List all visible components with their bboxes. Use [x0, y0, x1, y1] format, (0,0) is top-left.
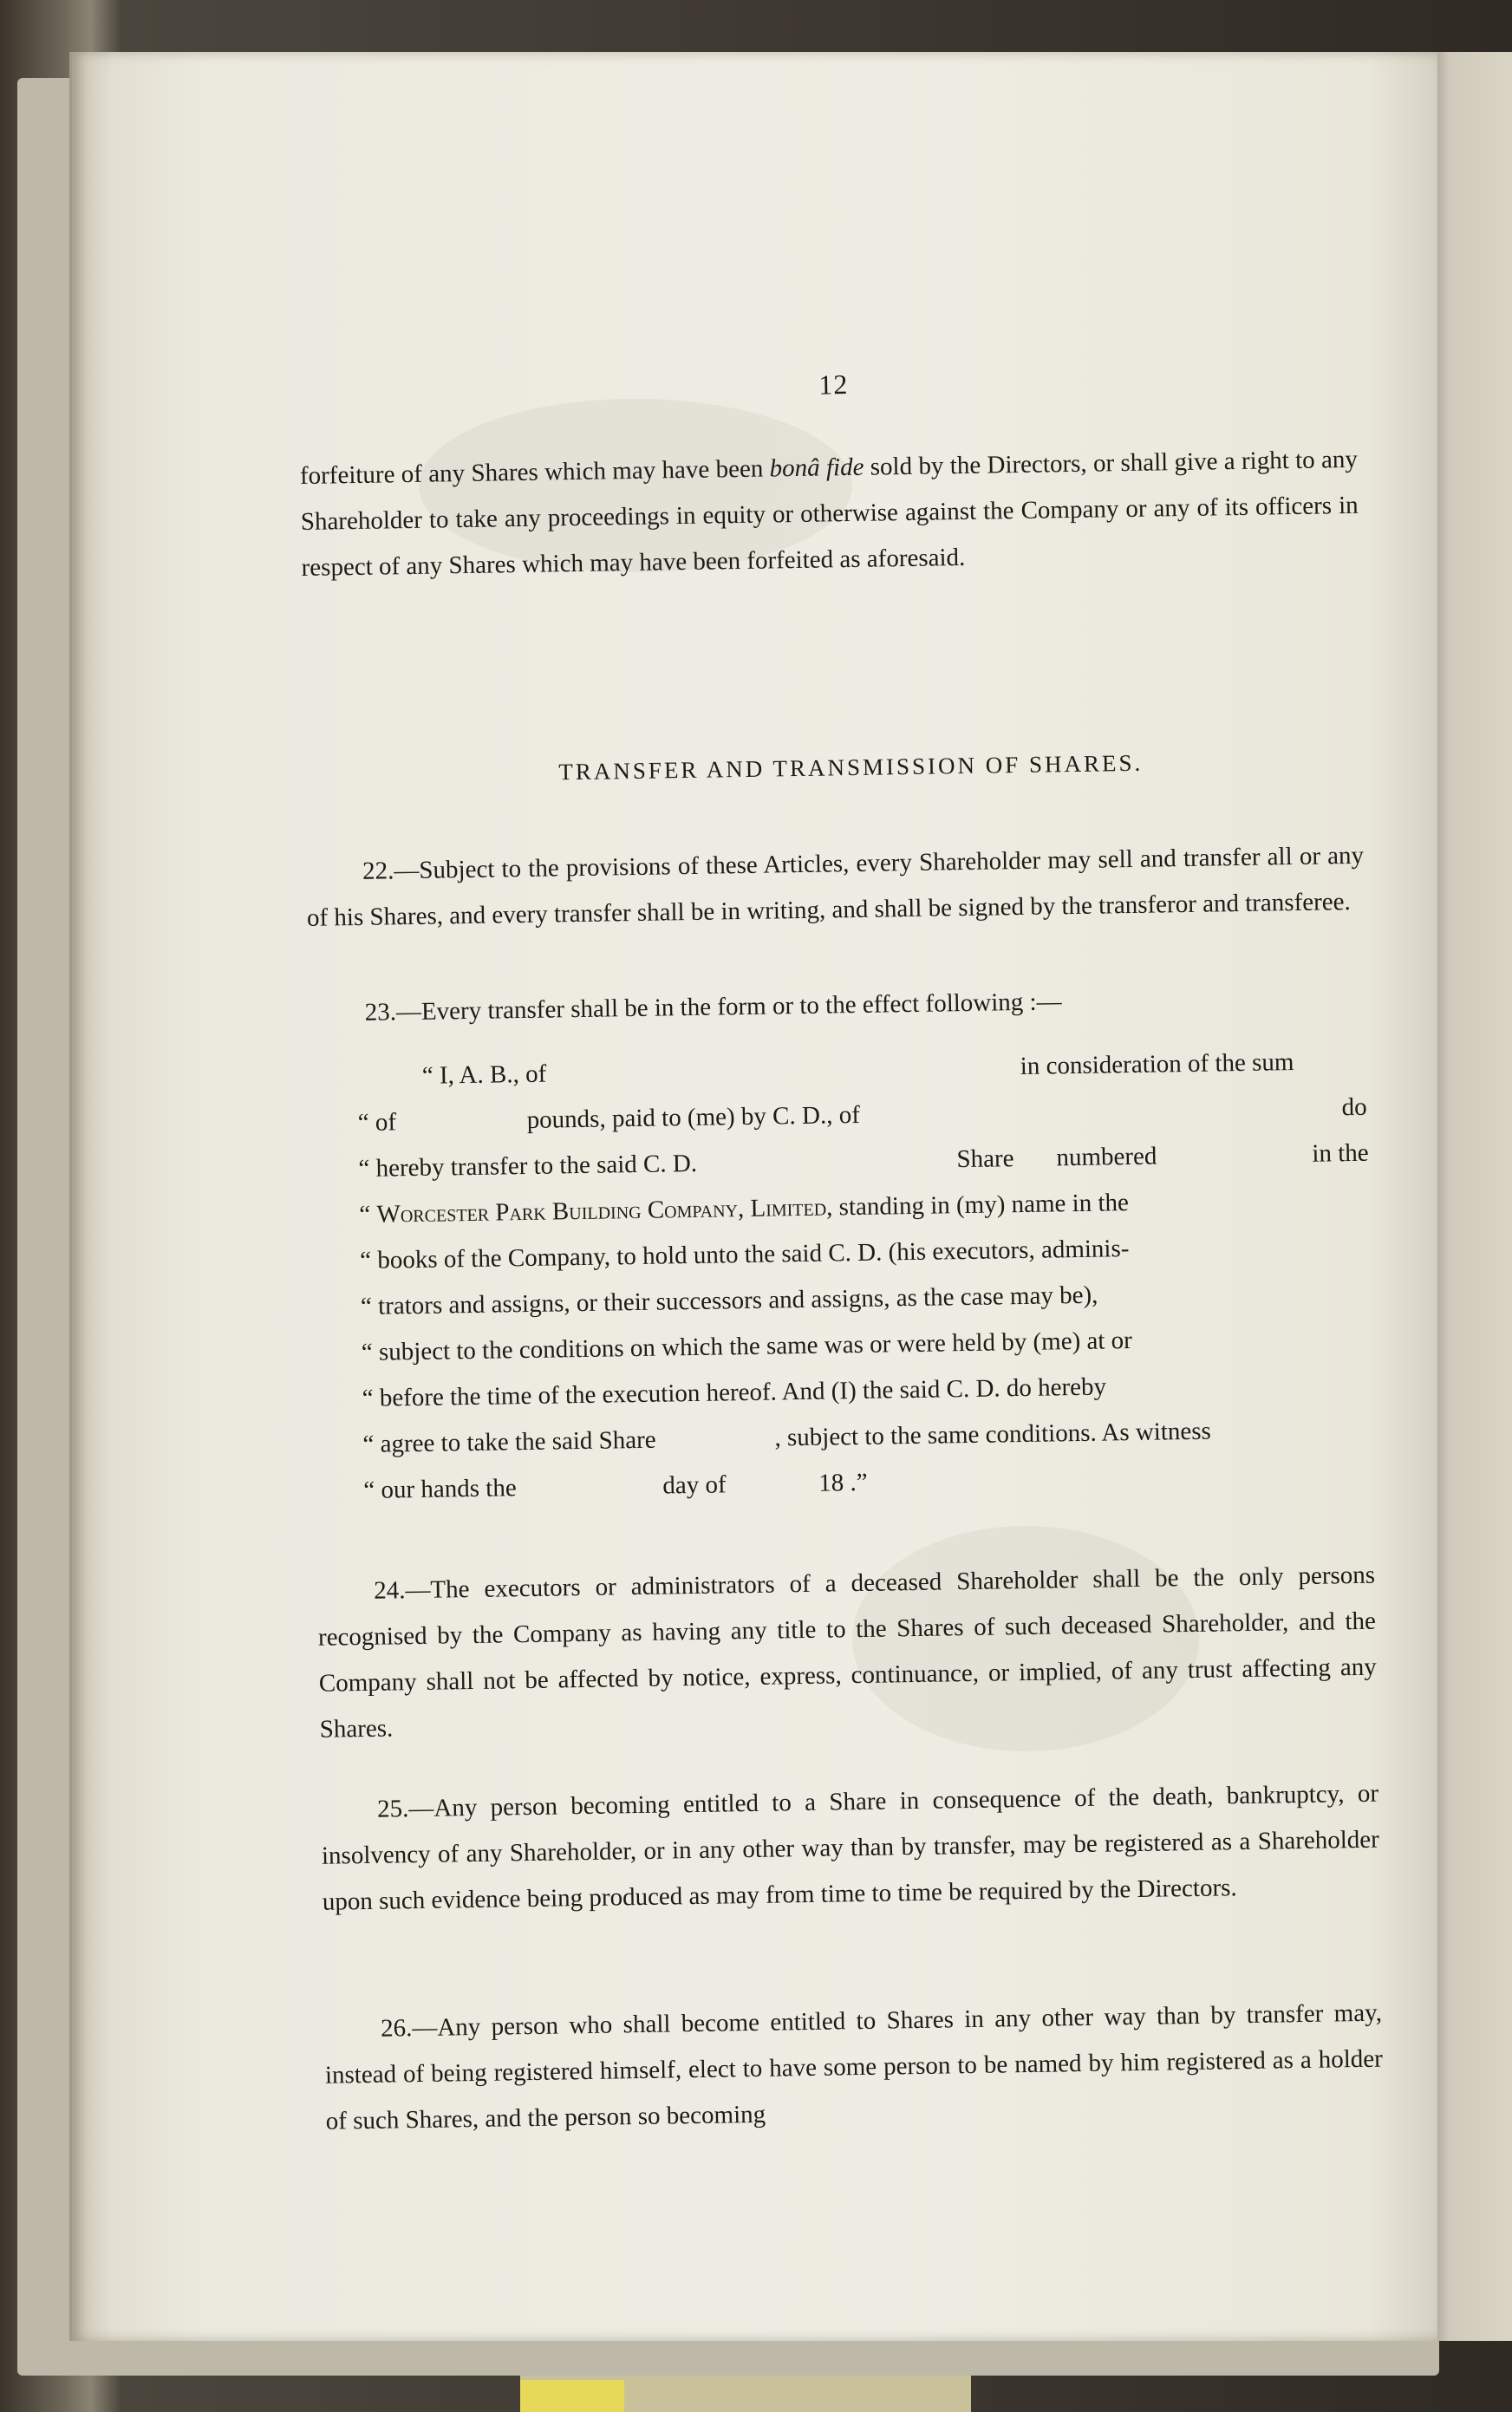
form-l7: “ subject to the conditions on which the same was or were held by (me) at or: [361, 1327, 1133, 1366]
form-l4a: “: [359, 1200, 377, 1229]
form-l4c: , standing in (my) name in the: [825, 1189, 1130, 1222]
form-l10c: 18 .”: [818, 1468, 868, 1497]
clause-23: [308, 975, 1366, 1037]
form-l1a: “ I, A. B., of: [421, 1059, 547, 1090]
clause-23-text: 23.—Every transfer shall be in the form or to the effect following :—: [364, 988, 1062, 1027]
page-text-block: [297, 294, 1442, 2135]
form-l6: “ trators and assigns, or their successors and assigns, as the case may be),: [360, 1281, 1098, 1320]
form-l8: “ before the time of the execution hereof. And (I) the said C. D. do hereby: [362, 1372, 1107, 1412]
form-l2b: pounds, paid to (me) by C. D., of: [526, 1100, 861, 1134]
clause-24-text: 24.—The executors or administrators of a deceased Shareholder shall be the only persons recognised by the Company as having any title to the Shares of such deceased Shareholder, and the Company shall not be affected by notice, express, continuance, or implied, of any trust affecting any Shares.: [317, 1561, 1377, 1744]
section-heading: TRANSFER AND TRANSMISSION OF SHARES.: [558, 749, 1144, 786]
intro-paragraph: [300, 437, 1359, 591]
form-l9b: , subject to the same conditions. As witness: [774, 1417, 1212, 1452]
intro-text-2: sold by the Directors, or shall give a right to any Shareholder to take any proceedings in equity or otherwise against the Company or any of its officers in respect of any Shares which may have been forfeited as aforesaid.: [300, 445, 1359, 582]
form-l10b: day of: [662, 1470, 727, 1500]
form-l2c: do: [1341, 1092, 1367, 1122]
clause-24: [317, 1553, 1378, 1753]
form-l10a: “ our hands the: [363, 1474, 517, 1504]
form-l1b: in consideration of the sum: [1020, 1048, 1294, 1081]
document-page: [69, 52, 1437, 2341]
form-l3d: in the: [1312, 1138, 1369, 1168]
clause-26-text: 26.—Any person who shall become entitled to Shares in any other way than by transfer may, instead of being registered himself, elect to have some person to be named by him registered as a holder of such Shares, and the person so becoming: [324, 1998, 1384, 2135]
form-l3c: numbered: [1056, 1142, 1157, 1172]
clause-25: [321, 1771, 1380, 1926]
yellow-tab: [520, 2380, 624, 2412]
page-number: 12: [818, 368, 849, 401]
form-l3a: “ hereby transfer to the said C. D.: [358, 1149, 698, 1183]
intro-italic: bonâ fide: [769, 453, 864, 483]
intro-text-1: forfeiture of any Shares which may have been: [299, 454, 770, 490]
company-name: Worcester Park Building Company, Limited: [376, 1193, 827, 1229]
clause-22-text: 22.—Subject to the provisions of these Articles, every Shareholder may sell and transfer all or any of his Shares, and every transfer shall be in writing, and shall be signed by the transferor and transferee.: [306, 841, 1365, 932]
clause-22: [306, 833, 1365, 942]
form-l9a: “ agree to take the said Share: [362, 1425, 656, 1458]
clause-25-text: 25.—Any person becoming entitled to a Share in consequence of the death, bankruptcy, or insolvency of any Shareholder, or in any other way than by transfer, may be registered as a Shareholder upon such evidence being produced as may from time to time be required by the Directors.: [321, 1779, 1380, 1916]
form-l5: “ books of the Company, to hold unto the said C. D. (his executors, adminis-: [359, 1235, 1130, 1274]
clause-26: [324, 1991, 1384, 2145]
form-l2a: “ of: [357, 1108, 397, 1138]
form-l3b: Share: [956, 1144, 1014, 1174]
